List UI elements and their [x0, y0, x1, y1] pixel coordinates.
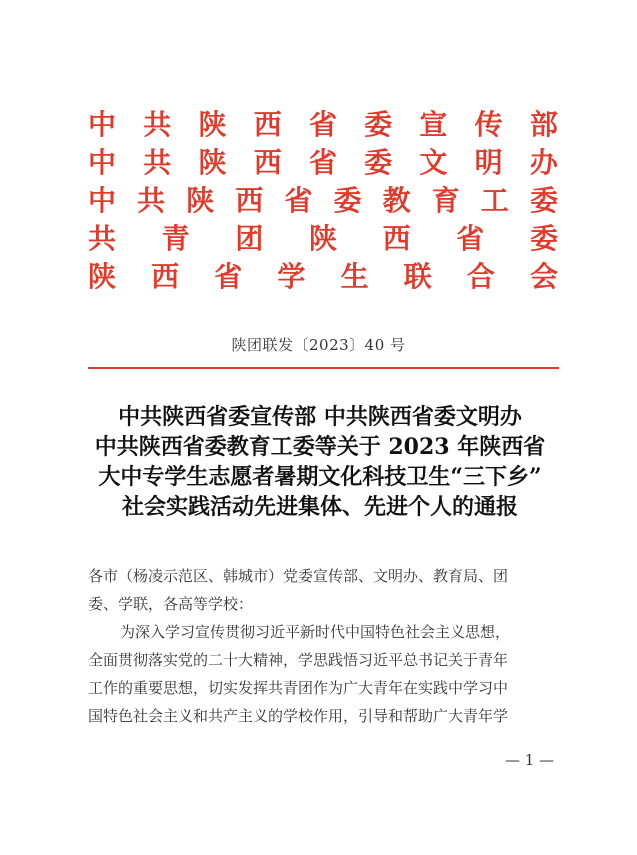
title-line: 中共陕西省委宣传部 中共陕西省委文明办 — [118, 404, 522, 430]
issuer-char: 明 — [474, 146, 503, 179]
issuing-authorities-header — [88, 106, 558, 296]
issuer-char: 西 — [151, 260, 180, 293]
issuer-char: 教 — [382, 184, 411, 217]
issuer-char: 中 — [88, 108, 117, 141]
title-line: 中共陕西省委教育工委等关于 2023 年陕西省 — [94, 434, 546, 460]
document-body — [88, 562, 560, 730]
issuer-line-4 — [88, 220, 558, 258]
body-line: 工作的重要思想，切实发挥共青团作为广大青年在实践中学习中 — [88, 679, 509, 697]
body-line: 全面贯彻落实党的二十大精神，学思践悟习近平总书记关于青年 — [88, 651, 509, 669]
issuer-char: 省 — [456, 222, 485, 255]
issuer-char: 陕 — [88, 260, 117, 293]
issuer-line-5 — [88, 258, 558, 296]
issuer-char: 中 — [88, 146, 117, 179]
issuer-char: 共 — [88, 222, 117, 255]
title-line: 大中专学生志愿者暑期文化科技卫生“三下乡” — [98, 464, 542, 490]
issuer-char: 合 — [466, 260, 495, 293]
issuer-char: 陕 — [198, 108, 227, 141]
issuer-char: 省 — [308, 108, 337, 141]
document-number: 陕团联发〔2023〕40 号 — [231, 336, 406, 354]
issuer-char: 育 — [431, 184, 460, 217]
issuer-char: 团 — [235, 222, 264, 255]
issuer-char: 陕 — [198, 146, 227, 179]
issuer-char: 西 — [235, 184, 264, 217]
issuer-char: 委 — [529, 184, 558, 217]
red-divider-line — [88, 367, 559, 369]
title-line: 社会实践活动先进集体、先进个人的通报 — [121, 494, 518, 520]
issuer-char: 省 — [214, 260, 243, 293]
issuer-char: 青 — [161, 222, 190, 255]
issuer-line-1 — [88, 106, 558, 144]
issuer-char: 办 — [529, 146, 558, 179]
addressee-line: 各市（杨凌示范区、韩城市）党委宣传部、文明办、教育局、团 — [88, 567, 509, 585]
issuer-char: 西 — [253, 108, 282, 141]
issuer-char: 共 — [143, 146, 172, 179]
issuer-char: 西 — [382, 222, 411, 255]
issuer-line-3 — [88, 182, 558, 220]
issuer-char: 文 — [419, 146, 448, 179]
document-title — [70, 402, 570, 522]
issuer-char: 陕 — [186, 184, 215, 217]
issuer-char: 宣 — [419, 108, 448, 141]
issuer-char: 委 — [529, 222, 558, 255]
issuer-char: 省 — [284, 184, 313, 217]
issuer-char: 陕 — [308, 222, 337, 255]
issuer-char: 共 — [143, 108, 172, 141]
issuer-char: 学 — [277, 260, 306, 293]
issuer-char: 省 — [308, 146, 337, 179]
body-line: 为深入学习宣传贯彻习近平新时代中国特色社会主义思想， — [120, 623, 511, 641]
issuer-char: 联 — [403, 260, 432, 293]
issuer-char: 中 — [88, 184, 117, 217]
issuer-char: 西 — [253, 146, 282, 179]
issuer-char: 工 — [480, 184, 509, 217]
issuer-char: 生 — [340, 260, 369, 293]
issuer-char: 共 — [137, 184, 166, 217]
issuer-char: 部 — [529, 108, 558, 141]
issuer-char: 委 — [333, 184, 362, 217]
body-line: 国特色社会主义和共产主义的学校作用，引导和帮助广大青年学 — [88, 707, 509, 725]
issuer-char: 委 — [364, 146, 393, 179]
issuer-line-2 — [88, 144, 558, 182]
addressee-line: 委、学联，各高等学校： — [88, 595, 254, 613]
page-number: — 1 — — [505, 751, 555, 769]
issuer-char: 委 — [364, 108, 393, 141]
issuer-char: 会 — [529, 260, 558, 293]
issuer-char: 传 — [474, 108, 503, 141]
